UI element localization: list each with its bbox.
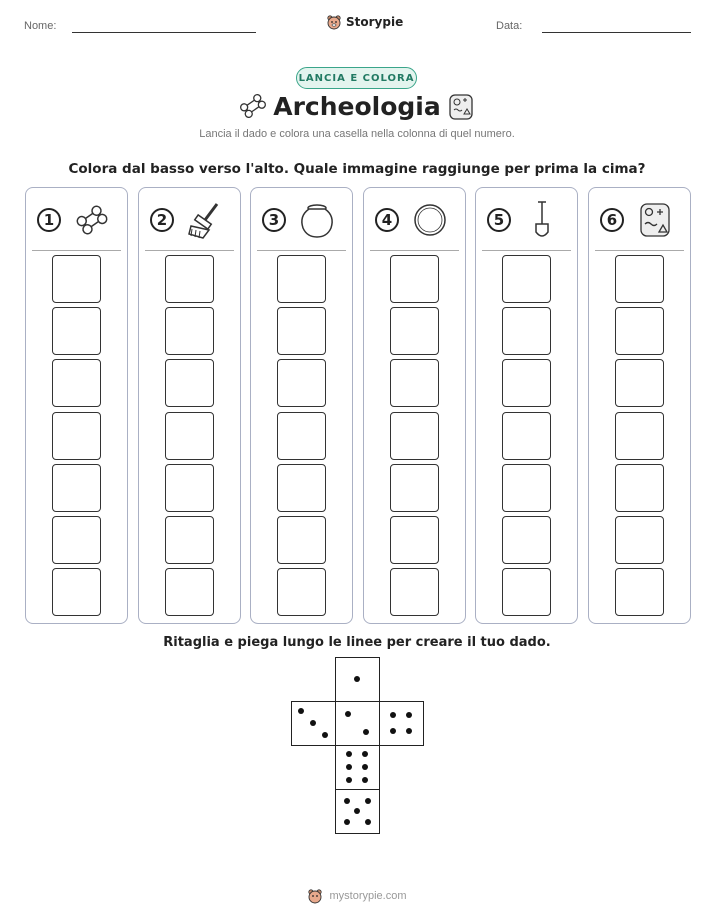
name-line: [72, 32, 256, 33]
column-divider: [482, 250, 571, 251]
color-box[interactable]: [277, 568, 326, 616]
column-number: 4: [375, 208, 399, 232]
color-box[interactable]: [277, 359, 326, 407]
column-header: [251, 188, 352, 250]
color-box[interactable]: [502, 568, 551, 616]
name-label: Nome:: [24, 20, 57, 32]
color-box[interactable]: [165, 307, 214, 355]
column-number: 6: [600, 208, 624, 232]
column-header: [26, 188, 127, 250]
storypie-mascot-icon: [326, 14, 342, 30]
column-6: [588, 187, 691, 624]
die-pip: [390, 728, 396, 734]
color-box[interactable]: [165, 516, 214, 564]
die-pip: [298, 708, 304, 714]
die-pip: [362, 777, 368, 783]
column-header: [476, 188, 577, 250]
color-box[interactable]: [165, 568, 214, 616]
color-box[interactable]: [615, 412, 664, 460]
column-divider: [145, 250, 234, 251]
color-box[interactable]: [52, 307, 101, 355]
color-box[interactable]: [615, 464, 664, 512]
color-box[interactable]: [390, 307, 439, 355]
die-pip: [354, 808, 360, 814]
color-box[interactable]: [52, 568, 101, 616]
die-pip: [344, 819, 350, 825]
color-box[interactable]: [165, 464, 214, 512]
column-header: [364, 188, 465, 250]
coin-icon: [408, 200, 452, 240]
date-label: Data:: [496, 20, 523, 32]
die-pip: [365, 798, 371, 804]
die-pip: [406, 712, 412, 718]
activity-badge: LANCIA E COLORA: [296, 67, 417, 89]
die-pip: [390, 712, 396, 718]
color-box[interactable]: [52, 412, 101, 460]
die-pip: [406, 728, 412, 734]
color-box[interactable]: [277, 516, 326, 564]
die-pip: [344, 798, 350, 804]
column-number: 1: [37, 208, 61, 232]
color-box[interactable]: [615, 307, 664, 355]
color-box[interactable]: [52, 464, 101, 512]
die-pip: [345, 711, 351, 717]
column-1: [25, 187, 128, 624]
column-divider: [257, 250, 346, 251]
column-3: [250, 187, 353, 624]
color-box[interactable]: [277, 307, 326, 355]
column-header: [589, 188, 690, 250]
die-pip: [362, 764, 368, 770]
color-box[interactable]: [52, 359, 101, 407]
race-instruction: Colora dal basso verso l'alto. Quale immagine raggiunge per prima la cima?: [68, 161, 646, 177]
color-box[interactable]: [52, 516, 101, 564]
stone-tablet-icon: [447, 92, 475, 122]
dice-instruction: Ritaglia e piega lungo le linee per creare il tuo dado.: [163, 635, 551, 650]
color-box[interactable]: [277, 464, 326, 512]
color-box[interactable]: [615, 359, 664, 407]
column-4: [363, 187, 466, 624]
color-box[interactable]: [390, 255, 439, 303]
stone-tablet-icon: [633, 200, 677, 240]
die-pip: [362, 751, 368, 757]
color-box[interactable]: [165, 255, 214, 303]
column-divider: [595, 250, 684, 251]
color-box[interactable]: [390, 516, 439, 564]
column-header: [139, 188, 240, 250]
color-box[interactable]: [52, 255, 101, 303]
color-box[interactable]: [502, 516, 551, 564]
color-box[interactable]: [277, 255, 326, 303]
color-box[interactable]: [615, 516, 664, 564]
brand-logo: [326, 14, 403, 30]
page-subtitle: Lancia il dado e colora una casella nella colonna di quel numero.: [199, 128, 515, 140]
column-divider: [370, 250, 459, 251]
die-pip: [363, 729, 369, 735]
brand-name: Storypie: [346, 15, 404, 29]
brush-icon: [183, 200, 227, 240]
color-box[interactable]: [390, 359, 439, 407]
color-box[interactable]: [502, 412, 551, 460]
die-pip: [322, 732, 328, 738]
color-box[interactable]: [277, 412, 326, 460]
color-box[interactable]: [165, 359, 214, 407]
column-number: 3: [262, 208, 286, 232]
color-box[interactable]: [502, 307, 551, 355]
column-divider: [32, 250, 121, 251]
die-pip: [346, 764, 352, 770]
shovel-icon: [520, 200, 564, 240]
color-box[interactable]: [502, 359, 551, 407]
die-face-3: [291, 701, 336, 746]
column-2: [138, 187, 241, 624]
die-pip: [365, 819, 371, 825]
die-face-6: [335, 745, 380, 790]
date-line: [542, 32, 691, 33]
color-box[interactable]: [390, 464, 439, 512]
footer: [0, 888, 714, 904]
color-box[interactable]: [615, 255, 664, 303]
die-pip: [310, 720, 316, 726]
die-face-5: [335, 789, 380, 834]
pot-icon: [295, 200, 339, 240]
color-box[interactable]: [615, 568, 664, 616]
column-5: [475, 187, 578, 624]
die-pip: [354, 676, 360, 682]
die-pip: [346, 751, 352, 757]
bone-icon: [70, 200, 114, 240]
color-box[interactable]: [165, 412, 214, 460]
color-box[interactable]: [390, 412, 439, 460]
footer-url: mystorypie.com: [329, 890, 407, 902]
color-box[interactable]: [390, 568, 439, 616]
column-number: 2: [150, 208, 174, 232]
column-number: 5: [487, 208, 511, 232]
die-face-2: [335, 701, 380, 746]
page-title: Archeologia: [273, 92, 441, 121]
die-face-1: [335, 657, 380, 702]
color-box[interactable]: [502, 464, 551, 512]
die-face-4: [379, 701, 424, 746]
die-pip: [346, 777, 352, 783]
storypie-mascot-icon: [307, 888, 323, 904]
color-box[interactable]: [502, 255, 551, 303]
